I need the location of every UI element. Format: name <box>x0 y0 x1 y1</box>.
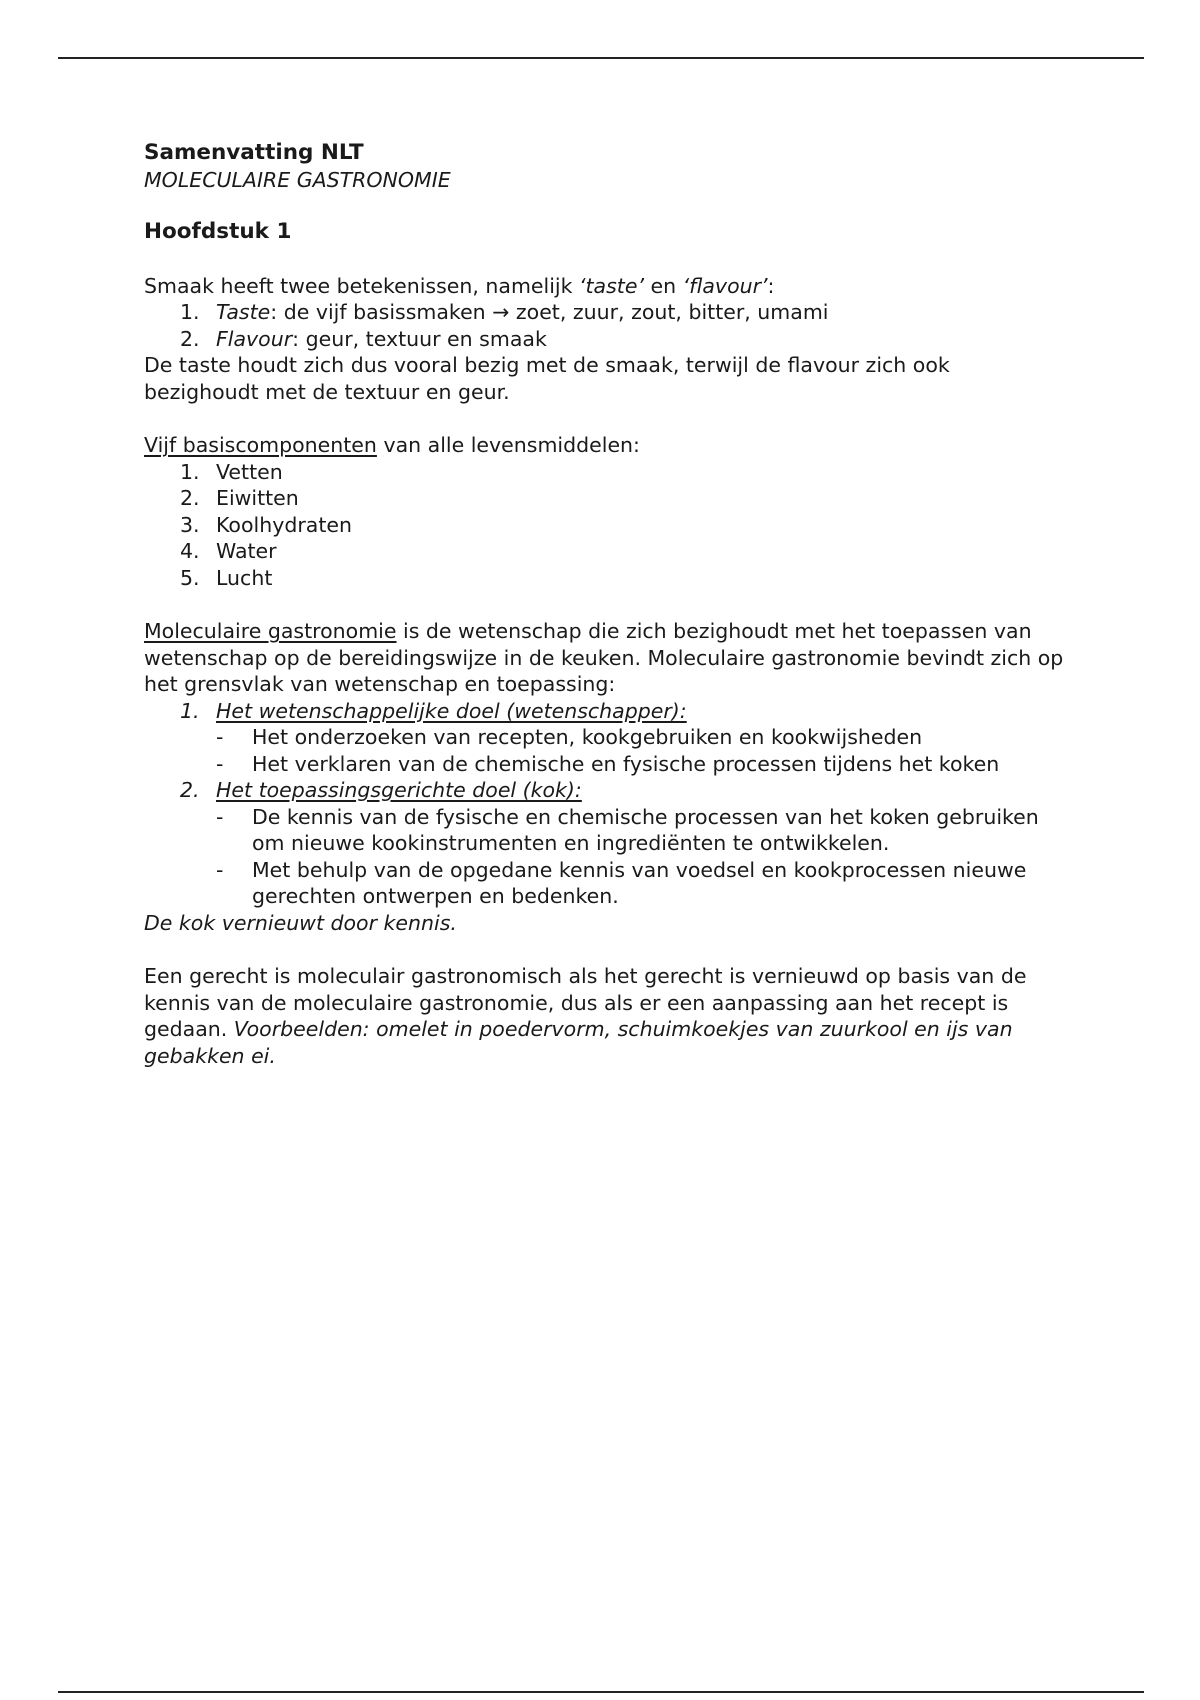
list-item: 2. Eiwitten <box>180 486 299 510</box>
final-paragraph: Een gerecht is moleculair gastronomisch als het gerecht is vernieuwd op basis van de kennis van de moleculaire gastronomie, dus als er een aanpassing aan het recept is gedaan. Voorbeelden: omelet in poedervorm, schuimkoekjes van zuurkool en ijs van gebakken ei. <box>144 964 1027 1068</box>
list-item: - Het verklaren van de chemische en fysische processen tijdens het koken <box>216 751 1000 776</box>
list-item: - Met behulp van de opgedane kennis van voedsel en kookprocessen nieuwe gerechten ontwerpen en bedenken. <box>216 857 1027 908</box>
components-list <box>144 459 1064 592</box>
gastronomie-intro: Moleculaire gastronomie is de wetenschap die zich bezighoudt met het toepassen van wetenschap op de bereidingswijze in de keuken. Moleculaire gastronomie bevindt zich op het grensvlak van wetenschap en toepassing: <box>144 619 1064 696</box>
document-title: Samenvatting NLT <box>144 140 364 165</box>
footer-rule <box>58 1691 1144 1693</box>
goals-list <box>144 698 1064 725</box>
goals-list-2 <box>144 777 1064 804</box>
goal-applied: 2. Het toepassingsgerichte doel (kok): <box>180 778 582 802</box>
list-item: 5. Lucht <box>180 565 273 590</box>
list-item: - De kennis van de fysische en chemische processen van het koken gebruiken om nieuwe kookinstrumenten en ingrediënten te ontwikkelen. <box>216 804 1039 855</box>
smaak-list <box>144 299 1064 352</box>
document-body <box>144 140 1064 1069</box>
chapter-heading: Hoofdstuk 1 <box>144 219 292 244</box>
goal-scientific: 1. Het wetenschappelijke doel (wetenschapper): <box>180 698 687 723</box>
goal-scientific-bullets <box>144 724 1064 777</box>
gastronomie-closing: De kok vernieuwt door kennis. <box>144 910 457 935</box>
list-item: 1. Taste: de vijf basissmaken → zoet, zuur, zout, bitter, umami <box>180 300 829 324</box>
list-item: 4. Water <box>180 539 277 563</box>
list-item: 3. Koolhydraten <box>180 512 352 537</box>
components-intro: Vijf basiscomponenten van alle levensmiddelen: <box>144 433 640 457</box>
smaak-intro: Smaak heeft twee betekenissen, namelijk ‘taste’ en ‘flavour’: <box>144 273 775 298</box>
list-item: 2. Flavour: geur, textuur en smaak <box>180 326 547 351</box>
list-item: - Het onderzoeken van recepten, kookgebruiken en kookwijsheden <box>216 725 923 749</box>
document-subtitle: MOLECULAIRE GASTRONOMIE <box>144 167 451 192</box>
goal-applied-bullets <box>144 804 1064 910</box>
smaak-conclusion: De taste houdt zich dus vooral bezig met de smaak, terwijl de flavour zich ook bezighoudt met de textuur en geur. <box>144 353 950 404</box>
list-item: 1. Vetten <box>180 459 283 484</box>
header-rule <box>58 57 1144 59</box>
